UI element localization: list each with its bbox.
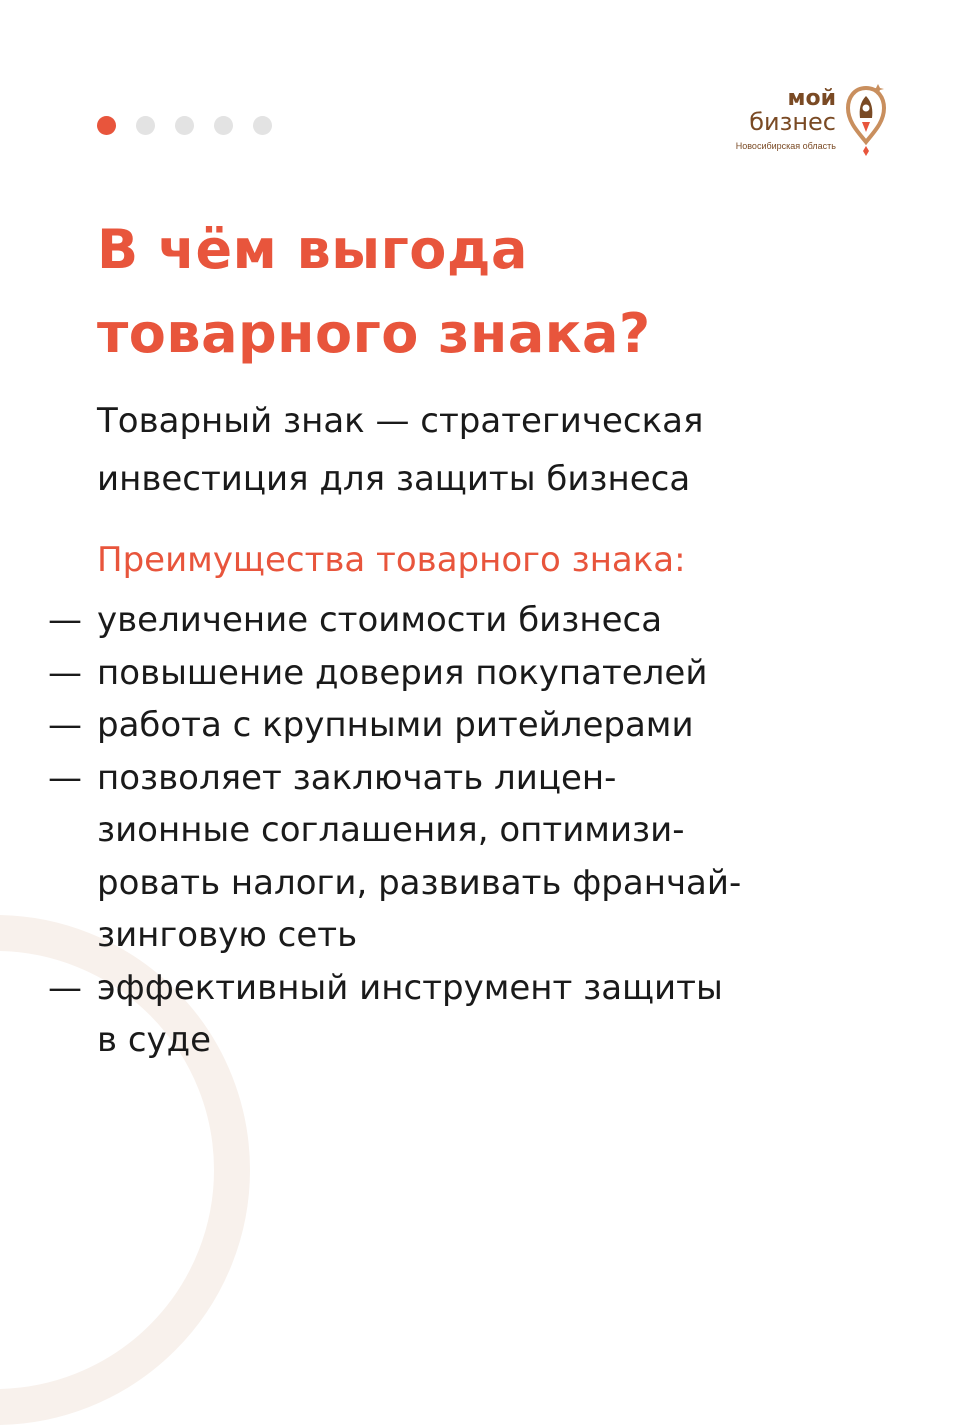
list-item-text: в суде xyxy=(97,1020,212,1060)
slide-pagination xyxy=(97,116,272,135)
list-item xyxy=(48,752,741,962)
list-dash: — xyxy=(48,757,82,798)
list-dash: — xyxy=(48,967,82,1008)
list-item xyxy=(48,699,741,752)
moy-biznes-logo xyxy=(710,80,890,160)
title-line-1: В чём выгода xyxy=(97,218,528,281)
list-item xyxy=(48,962,741,1067)
logo-text-biznes: бизнес xyxy=(749,108,836,136)
list-item-text: увеличение стоимости бизнеса xyxy=(97,600,663,640)
logo-text-moy: мой xyxy=(787,86,836,111)
list-dash: — xyxy=(48,600,82,640)
pagination-dot[interactable] xyxy=(253,116,272,135)
logo-region-text: Новосибирская область xyxy=(735,141,836,151)
list-item-text: зионные соглашения, оптимизи- xyxy=(97,810,685,850)
list-item-text: зинговую сеть xyxy=(97,915,358,955)
benefits-heading: Преимущества товарного знака: xyxy=(97,540,686,580)
subtitle-line-1: Товарный знак — стратегическая xyxy=(97,401,704,441)
rocket-pin-icon xyxy=(842,80,890,160)
pagination-dot[interactable] xyxy=(136,116,155,135)
subtitle-line-2: инвестиция для защиты бизнеса xyxy=(97,459,691,499)
list-dash: — xyxy=(48,705,82,745)
title-line-2: товарного знака? xyxy=(97,302,651,365)
list-item-text: ровать налоги, развивать франчай- xyxy=(97,862,742,903)
list-dash: — xyxy=(48,652,82,693)
list-item-text: работа с крупными ритейлерами xyxy=(97,705,694,745)
list-item-text: повышение доверия покупателей xyxy=(97,652,708,693)
pagination-dot-active[interactable] xyxy=(97,116,116,135)
pagination-dot[interactable] xyxy=(214,116,233,135)
list-item xyxy=(48,647,741,700)
benefits-list xyxy=(48,594,741,1067)
page-title xyxy=(97,208,651,376)
subtitle xyxy=(97,392,703,508)
list-item-text: эффективный инструмент защиты xyxy=(97,967,723,1008)
pagination-dot[interactable] xyxy=(175,116,194,135)
list-item xyxy=(48,594,741,647)
list-item-text: позволяет заключать лицен- xyxy=(97,757,617,798)
